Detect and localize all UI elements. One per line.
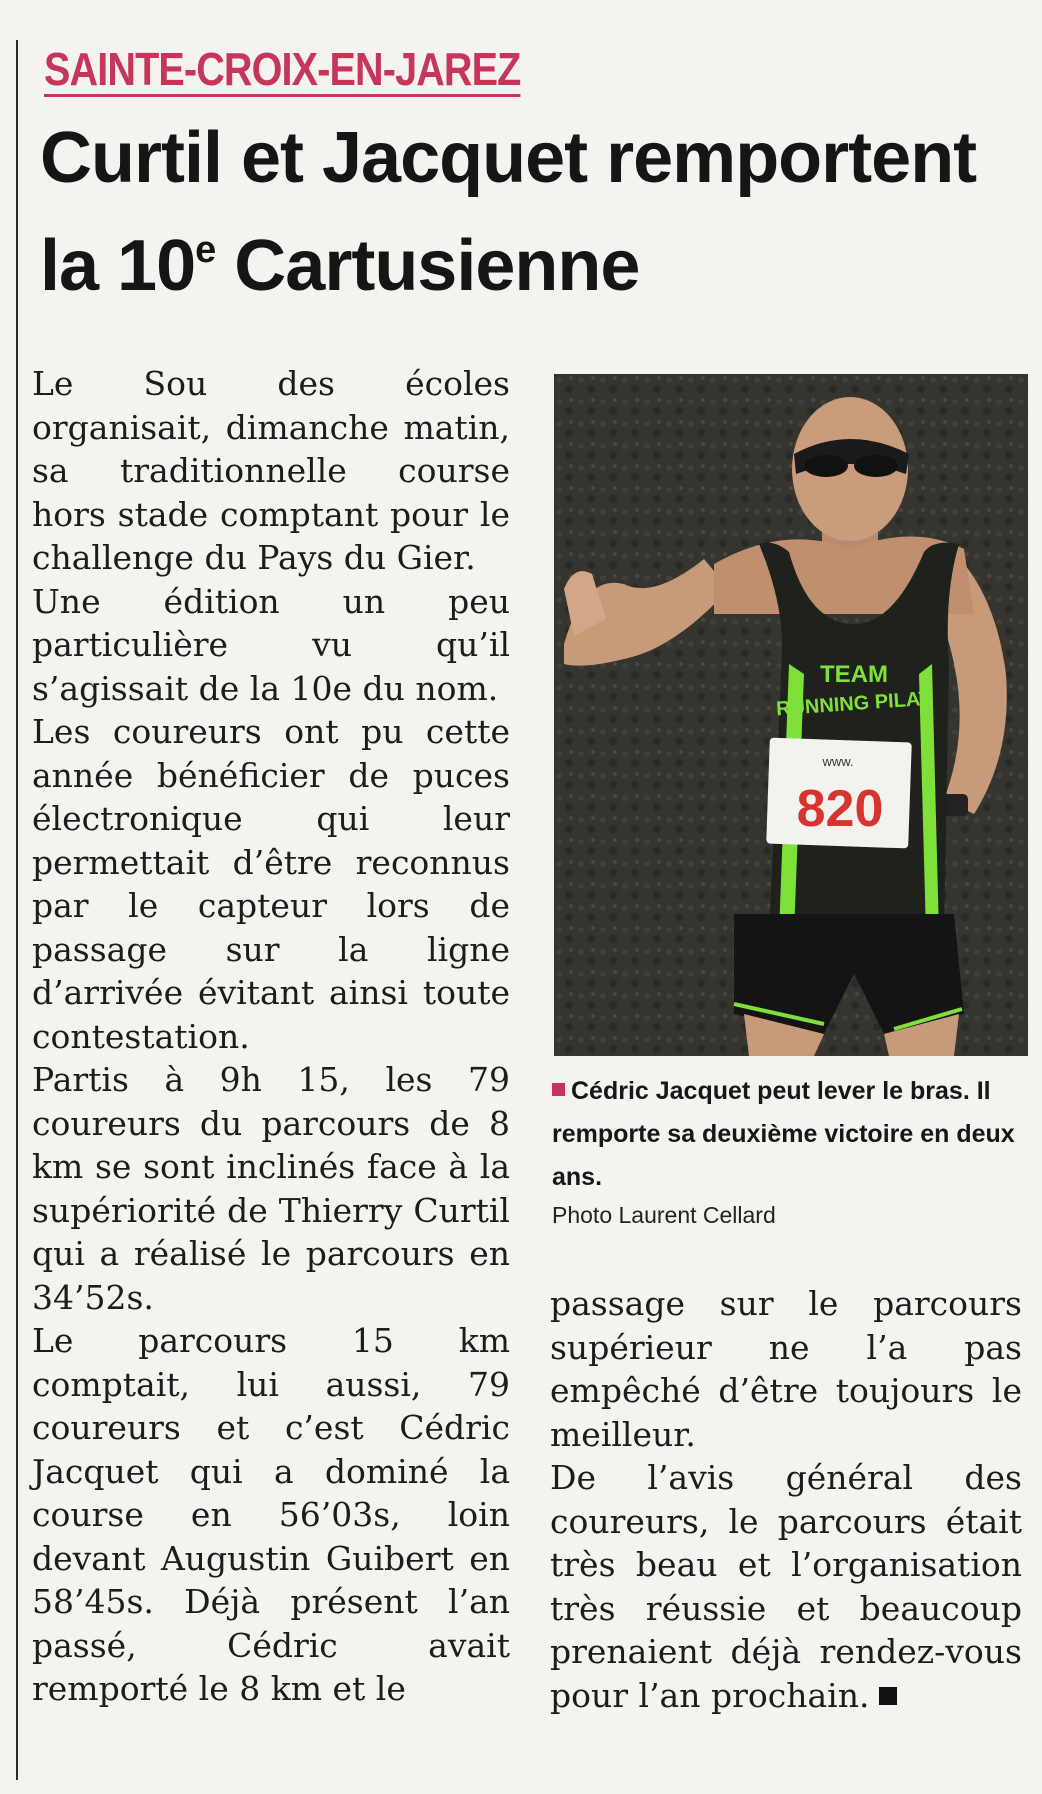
paragraph-4: Partis à 9h 15, les 79 coureurs du parcours de 8 km se sont inclinés face à la supériorité de Thierry Curtil qui a réalisé le parcours en 34’52s.: [32, 1060, 510, 1317]
headline-part-a: la 10: [40, 226, 196, 306]
headline-line-2: [40, 204, 1030, 312]
left-column: [32, 362, 510, 1711]
paragraph-1: Le Sou des écoles organisait, dimanche matin, sa traditionnelle course hors stade comptant pour le challenge du Pays du Gier.: [32, 364, 510, 577]
paragraph-3: Les coureurs ont pu cette année bénéficier de puces électronique qui leur permettait d’être reconnus par le capteur lors de passage sur la ligne d’arrivée évitant ainsi toute contestation.: [32, 712, 510, 1056]
paragraph-7-text: De l’avis général des coureurs, le parcours était très beau et l’organisation très réussie et beaucoup prenaient déjà rendez-vous pour l’an prochain.: [550, 1458, 1022, 1715]
location-kicker: SAINTE-CROIX-EN-JAREZ: [44, 43, 521, 95]
headline-superscript: e: [195, 229, 216, 271]
column-rule: [16, 40, 18, 1780]
headline: [40, 112, 1030, 312]
caption-text: Cédric Jacquet peut lever le bras. Il remporte sa deuxième victoire en deux ans.: [552, 1077, 1015, 1191]
caption-marker: [552, 1083, 565, 1096]
runner-photo: [554, 374, 1028, 1056]
bib-url: www.: [822, 754, 854, 769]
runner-illustration: [554, 374, 1028, 1056]
paragraph-2: Une édition un peu particulière vu qu’il s’agissait de la 10e du nom.: [32, 581, 510, 708]
headline-line-1: Curtil et Jacquet remportent: [40, 118, 977, 198]
headline-part-b: Cartusienne: [215, 226, 640, 306]
photo-caption: [552, 1070, 1032, 1199]
paragraph-7: [550, 1456, 1022, 1717]
jersey-team-text: TEAM: [820, 661, 888, 688]
paragraph-6: passage sur le parcours supérieur ne l’a pas empêché d’être toujours le meilleur.: [550, 1284, 1022, 1454]
bib-number: 820: [796, 780, 884, 838]
jersey-club-text: RUNNING PILAT: [775, 687, 932, 721]
photo-credit: Photo Laurent Cellard: [552, 1202, 776, 1228]
right-column: [550, 1282, 1022, 1717]
paragraph-5: Le parcours 15 km comptait, lui aussi, 79 coureurs et c’est Cédric Jacquet qui a dominé la course en 56’03s, loin devant Augustin Guibert en 58’45s. Déjà présent l’an passé, Cédric avait remporté le 8 km et le: [32, 1321, 510, 1708]
end-of-article-mark: [879, 1687, 897, 1705]
